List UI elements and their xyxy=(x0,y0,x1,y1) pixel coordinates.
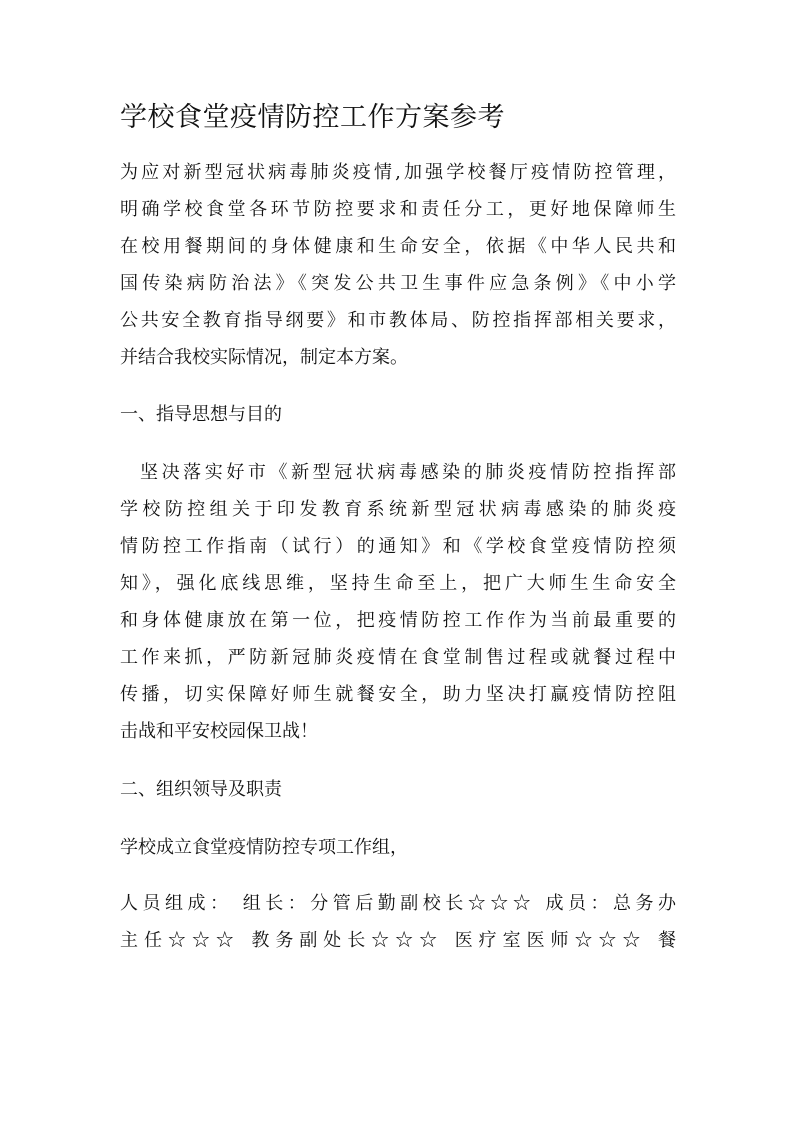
section1-line: 坚决落实好市《新型冠状病毒感染的肺炎疫情防控指挥部 xyxy=(140,462,676,483)
section1-line: 情防控工作指南（试行）的通知》和《学校食堂疫情防控须 xyxy=(120,536,676,557)
section1-line: 传播，切实保障好师生就餐安全，助力坚决打赢疫情防控阻 xyxy=(120,684,676,705)
section-heading-1: 一、指导思想与目的 xyxy=(120,404,282,425)
section1-line: 工作来抓，严防新冠肺炎疫情在食堂制售过程或就餐过程中 xyxy=(120,647,676,668)
intro-line: 在校用餐期间的身体健康和生命安全，依据《中华人民共和 xyxy=(120,236,676,257)
section1-line: 击战和平安校园保卫战！ xyxy=(120,721,318,742)
section1-line: 学校防控组关于印发教育系统新型冠状病毒感染的肺炎疫 xyxy=(120,499,676,520)
intro-line: 并结合我校实际情况，制定本方案。 xyxy=(120,347,408,368)
section1-line: 和身体健康放在第一位，把疫情防控工作作为当前最重要的 xyxy=(120,610,676,631)
section2-line: 学校成立食堂疫情防控专项工作组， xyxy=(120,837,408,858)
intro-line: 为应对新型冠状病毒肺炎疫情,加强学校餐厅疫情防控管理， xyxy=(120,162,676,183)
section-heading-2: 二、组织领导及职责 xyxy=(120,779,282,800)
members-line: 人员组成： 组长：分管后勤副校长☆☆☆ 成员：总务办 xyxy=(120,893,676,914)
intro-line: 明确学校食堂各环节防控要求和责任分工，更好地保障师生 xyxy=(120,199,676,220)
members-line: 主任☆☆☆ 教务副处长☆☆☆ 医疗室医师☆☆☆ 餐 xyxy=(120,930,676,951)
intro-line: 公共安全教育指导纲要》和市教体局、防控指挥部相关要求， xyxy=(120,310,676,331)
intro-line: 国传染病防治法》《突发公共卫生事件应急条例》《中小学 xyxy=(120,273,676,294)
document-title: 学校食堂疫情防控工作方案参考 xyxy=(120,102,505,133)
section1-line: 知》，强化底线思维，坚持生命至上，把广大师生生命安全 xyxy=(120,573,676,594)
